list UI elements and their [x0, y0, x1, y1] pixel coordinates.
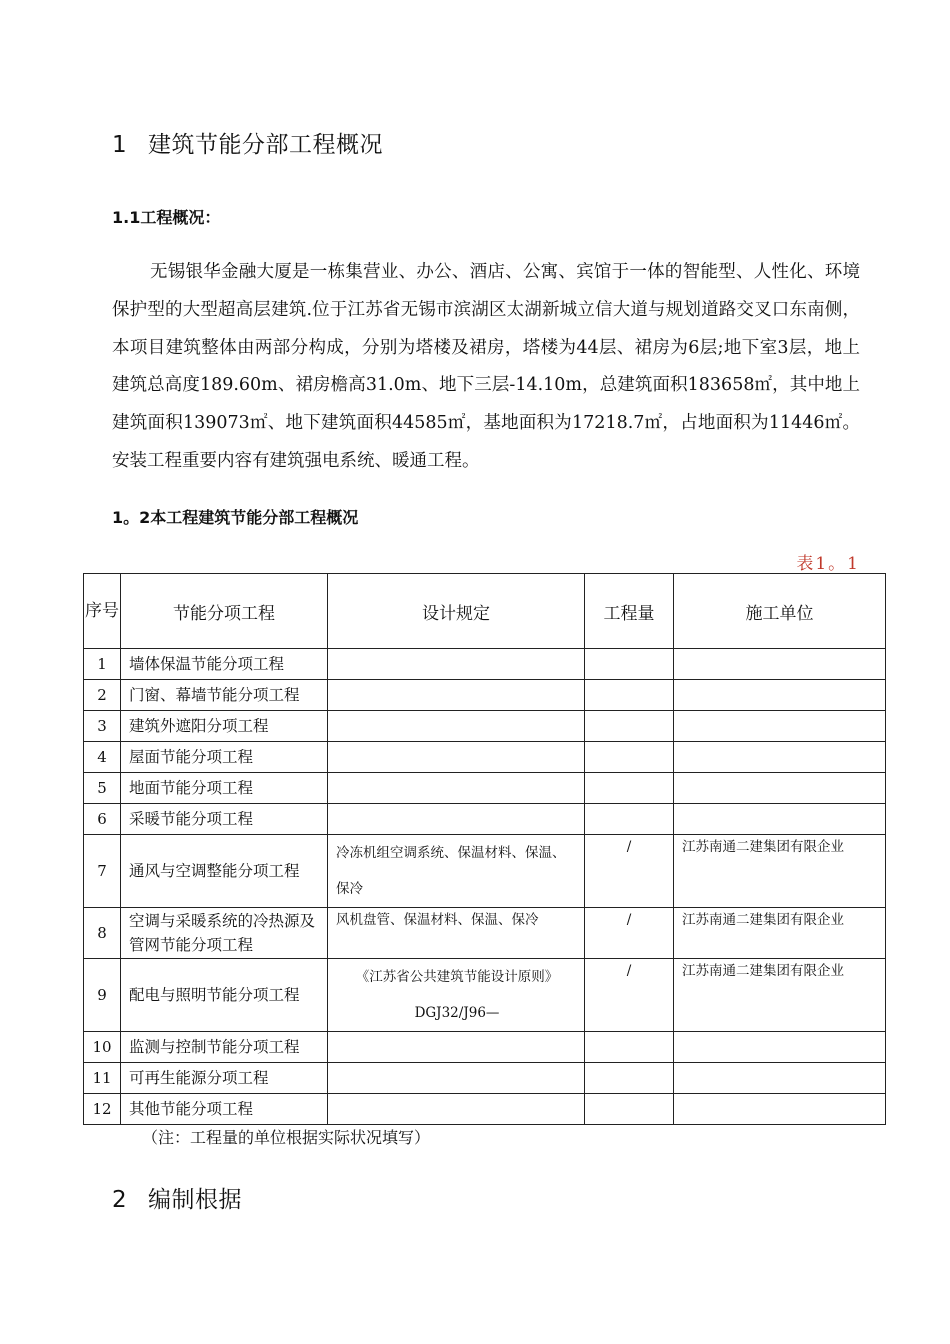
cell-seq: 7 [84, 835, 121, 908]
cell-qty: / [585, 835, 674, 908]
cell-name: 可再生能源分项工程 [121, 1063, 328, 1094]
cell-qty [585, 1094, 674, 1125]
cell-spec [328, 742, 585, 773]
cell-spec [328, 1094, 585, 1125]
cell-spec [328, 804, 585, 835]
table-row [84, 773, 886, 804]
cell-spec [328, 773, 585, 804]
cell-name: 墙体保温节能分项工程 [121, 649, 328, 680]
cell-unit [674, 680, 886, 711]
cell-name: 门窗、幕墙节能分项工程 [121, 680, 328, 711]
cell-unit: 江苏南通二建集团有限企业 [674, 959, 886, 1032]
table-row [84, 1094, 886, 1125]
cell-qty [585, 1063, 674, 1094]
cell-qty [585, 742, 674, 773]
cell-spec [328, 680, 585, 711]
cell-seq: 8 [84, 908, 121, 959]
cell-unit [674, 1094, 886, 1125]
cell-name: 配电与照明节能分项工程 [121, 959, 328, 1032]
cell-qty [585, 804, 674, 835]
table-row [84, 1032, 886, 1063]
table-row [84, 742, 886, 773]
table-row [84, 835, 886, 908]
cell-seq: 12 [84, 1094, 121, 1125]
cell-unit: 江苏南通二建集团有限企业 [674, 835, 886, 908]
cell-unit [674, 742, 886, 773]
cell-qty: / [585, 959, 674, 1032]
cell-qty [585, 773, 674, 804]
cell-seq: 6 [84, 804, 121, 835]
cell-spec [328, 711, 585, 742]
table-row [84, 1063, 886, 1094]
section-1-number: 1 [112, 132, 128, 158]
table-header-row [84, 574, 886, 649]
cell-spec [328, 1032, 585, 1063]
cell-seq: 1 [84, 649, 121, 680]
cell-name: 空调与采暖系统的冷热源及管网节能分项工程 [121, 908, 328, 959]
table-row [84, 804, 886, 835]
section-2-title: 编制根据 [148, 1187, 242, 1213]
cell-unit [674, 1063, 886, 1094]
cell-unit [674, 804, 886, 835]
cell-qty [585, 649, 674, 680]
table-note: （注：工程量的单位根据实际状况填写） [142, 1128, 431, 1147]
cell-unit: 江苏南通二建集团有限企业 [674, 908, 886, 959]
table-row [84, 711, 886, 742]
cell-seq: 5 [84, 773, 121, 804]
cell-spec [328, 1063, 585, 1094]
energy-subproject-table [83, 573, 886, 1125]
section-1-1-heading: 1.1工程概况： [112, 208, 221, 227]
cell-name: 通风与空调整能分项工程 [121, 835, 328, 908]
cell-spec: 风机盘管、保温材料、保温、保冷 [328, 908, 585, 959]
cell-name: 监测与控制节能分项工程 [121, 1032, 328, 1063]
cell-name: 其他节能分项工程 [121, 1094, 328, 1125]
cell-name: 采暖节能分项工程 [121, 804, 328, 835]
cell-seq: 9 [84, 959, 121, 1032]
cell-qty [585, 680, 674, 711]
header-spec: 设计规定 [328, 574, 585, 649]
cell-spec: 《江苏省公共建筑节能设计原则》DGJ32/J96— [328, 959, 585, 1032]
table-caption: 表1。1 [796, 554, 860, 574]
project-overview-paragraph: 无锡银华金融大厦是一栋集营业、办公、酒店、公寓、宾馆于一体的智能型、人性化、环境保护型的大型超高层建筑.位于江苏省无锡市滨湖区太湖新城立信大道与规划道路交叉口东南侧，本项目建筑整体由两部分构成，分别为塔楼及裙房，塔楼为44层、裙房为6层;地下室3层，地上建筑总高度189.60m、裙房檐高31.0m、地下三层-14.10m，总建筑面积183658㎡，其中地上建筑面积139073㎡、地下建筑面积44585㎡，基地面积为17218.7㎡，占地面积为11446㎡。安装工程重要内容有建筑强电系统、暖通工程。 [112, 262, 860, 471]
section-1-title: 建筑节能分部工程概况 [148, 132, 383, 158]
cell-seq: 2 [84, 680, 121, 711]
section-1-heading [112, 126, 383, 159]
cell-unit [674, 711, 886, 742]
table-row [84, 908, 886, 959]
cell-seq: 4 [84, 742, 121, 773]
section-1-2-heading: 1。2本工程建筑节能分部工程概况 [112, 508, 359, 527]
table-row [84, 649, 886, 680]
cell-unit [674, 773, 886, 804]
cell-seq: 11 [84, 1063, 121, 1094]
cell-unit [674, 1032, 886, 1063]
cell-spec [328, 649, 585, 680]
cell-seq: 10 [84, 1032, 121, 1063]
section-2-heading [112, 1181, 242, 1214]
header-unit: 施工单位 [674, 574, 886, 649]
header-qty: 工程量 [585, 574, 674, 649]
cell-name: 地面节能分项工程 [121, 773, 328, 804]
cell-qty [585, 711, 674, 742]
cell-qty [585, 1032, 674, 1063]
cell-name: 建筑外遮阳分项工程 [121, 711, 328, 742]
cell-seq: 3 [84, 711, 121, 742]
cell-name: 屋面节能分项工程 [121, 742, 328, 773]
cell-unit [674, 649, 886, 680]
table-row [84, 680, 886, 711]
header-seq: 序号 [84, 574, 121, 649]
cell-spec: 冷冻机组空调系统、保温材料、保温、保冷 [328, 835, 585, 908]
table-row [84, 959, 886, 1032]
section-2-number: 2 [112, 1187, 128, 1213]
cell-qty: / [585, 908, 674, 959]
header-name: 节能分项工程 [121, 574, 328, 649]
